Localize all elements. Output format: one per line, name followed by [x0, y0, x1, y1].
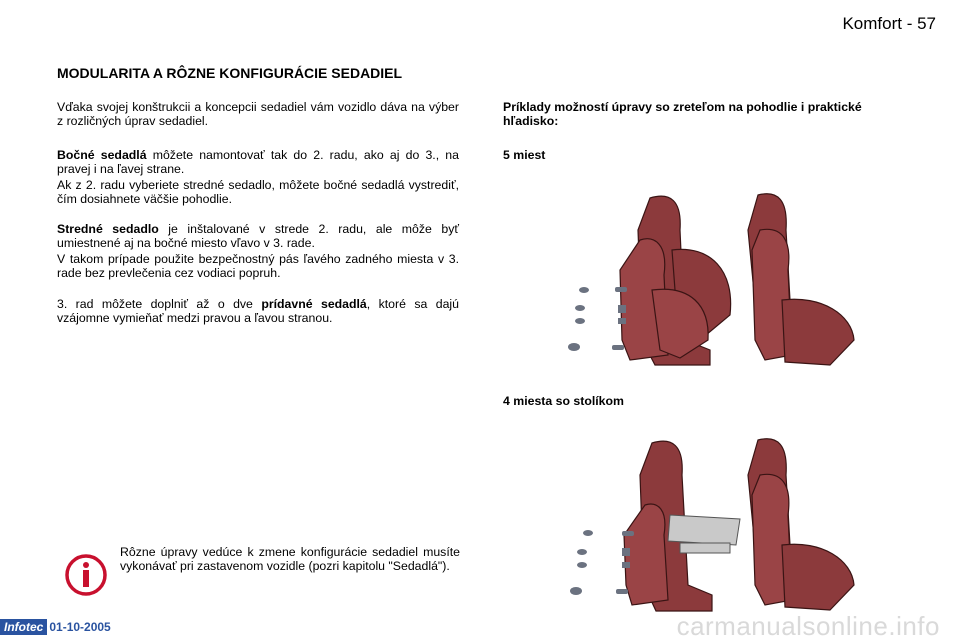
four-seat-table-illustration [560, 435, 870, 615]
side-seats-text: môžete namontovať tak do 2. radu, ako aj do 3., na pravej i na ľavej strane. [57, 148, 459, 176]
extra-seats-term: prídavné sedadlá [261, 297, 367, 311]
five-seat-illustration [560, 190, 870, 370]
third-row-post: , ktoré sa dajú vzájomne vymieňať medzi pravou a ľavou stranou. [57, 297, 459, 325]
side-seats-paragraph [57, 148, 459, 176]
examples-heading: Príklady možností úpravy so zreteľom na pohodlie i praktické hľadisko: [503, 100, 862, 128]
middle-seat-paragraph-2: V takom prípade použite bezpečnostný pás ľavého zadného miesta v 3. rade bez prevlečenia cez vodiaci popruh. [57, 252, 459, 280]
middle-seat-paragraph [57, 222, 459, 250]
footer-date: 01-10-2005 [49, 620, 111, 634]
third-row-paragraph [57, 297, 459, 325]
section-title: MODULARITA A RÔZNE KONFIGURÁCIE SEDADIEL [57, 65, 403, 81]
watermark: carmanualsonline.info [676, 611, 940, 641]
info-icon [64, 553, 108, 597]
figure-1-caption: 5 miest [503, 148, 546, 162]
page-header: Komfort - 57 [842, 14, 936, 33]
intro-paragraph: Vďaka svojej konštrukcii a koncepcii sedadiel vám vozidlo dáva na výber z rozličných úprav sedadiel. [57, 100, 459, 128]
side-seats-term: Bočné sedadlá [57, 148, 147, 162]
infotec-logo: Infotec [0, 619, 47, 635]
middle-seat-term: Stredné sedadlo [57, 222, 159, 236]
middle-seat-text: je inštalované v strede 2. radu, ale môže byť umiestnené aj na bočné miesto vľavo v 3. rade. [57, 222, 459, 250]
footer [0, 619, 111, 635]
side-seats-paragraph-2: Ak z 2. radu vyberiete stredné sedadlo, môžete bočné sedadlá vystrediť, čím dosiahnete väčšie pohodlie. [57, 178, 459, 206]
note-text: Rôzne úpravy vedúce k zmene konfigurácie sedadiel musíte vykonávať pri zastavenom vozidle (pozri kapitolu "Sedadlá"). [120, 545, 460, 573]
figure-2-caption: 4 miesta so stolíkom [503, 394, 624, 408]
third-row-pre: 3. rad môžete doplniť až o dve [57, 297, 262, 311]
